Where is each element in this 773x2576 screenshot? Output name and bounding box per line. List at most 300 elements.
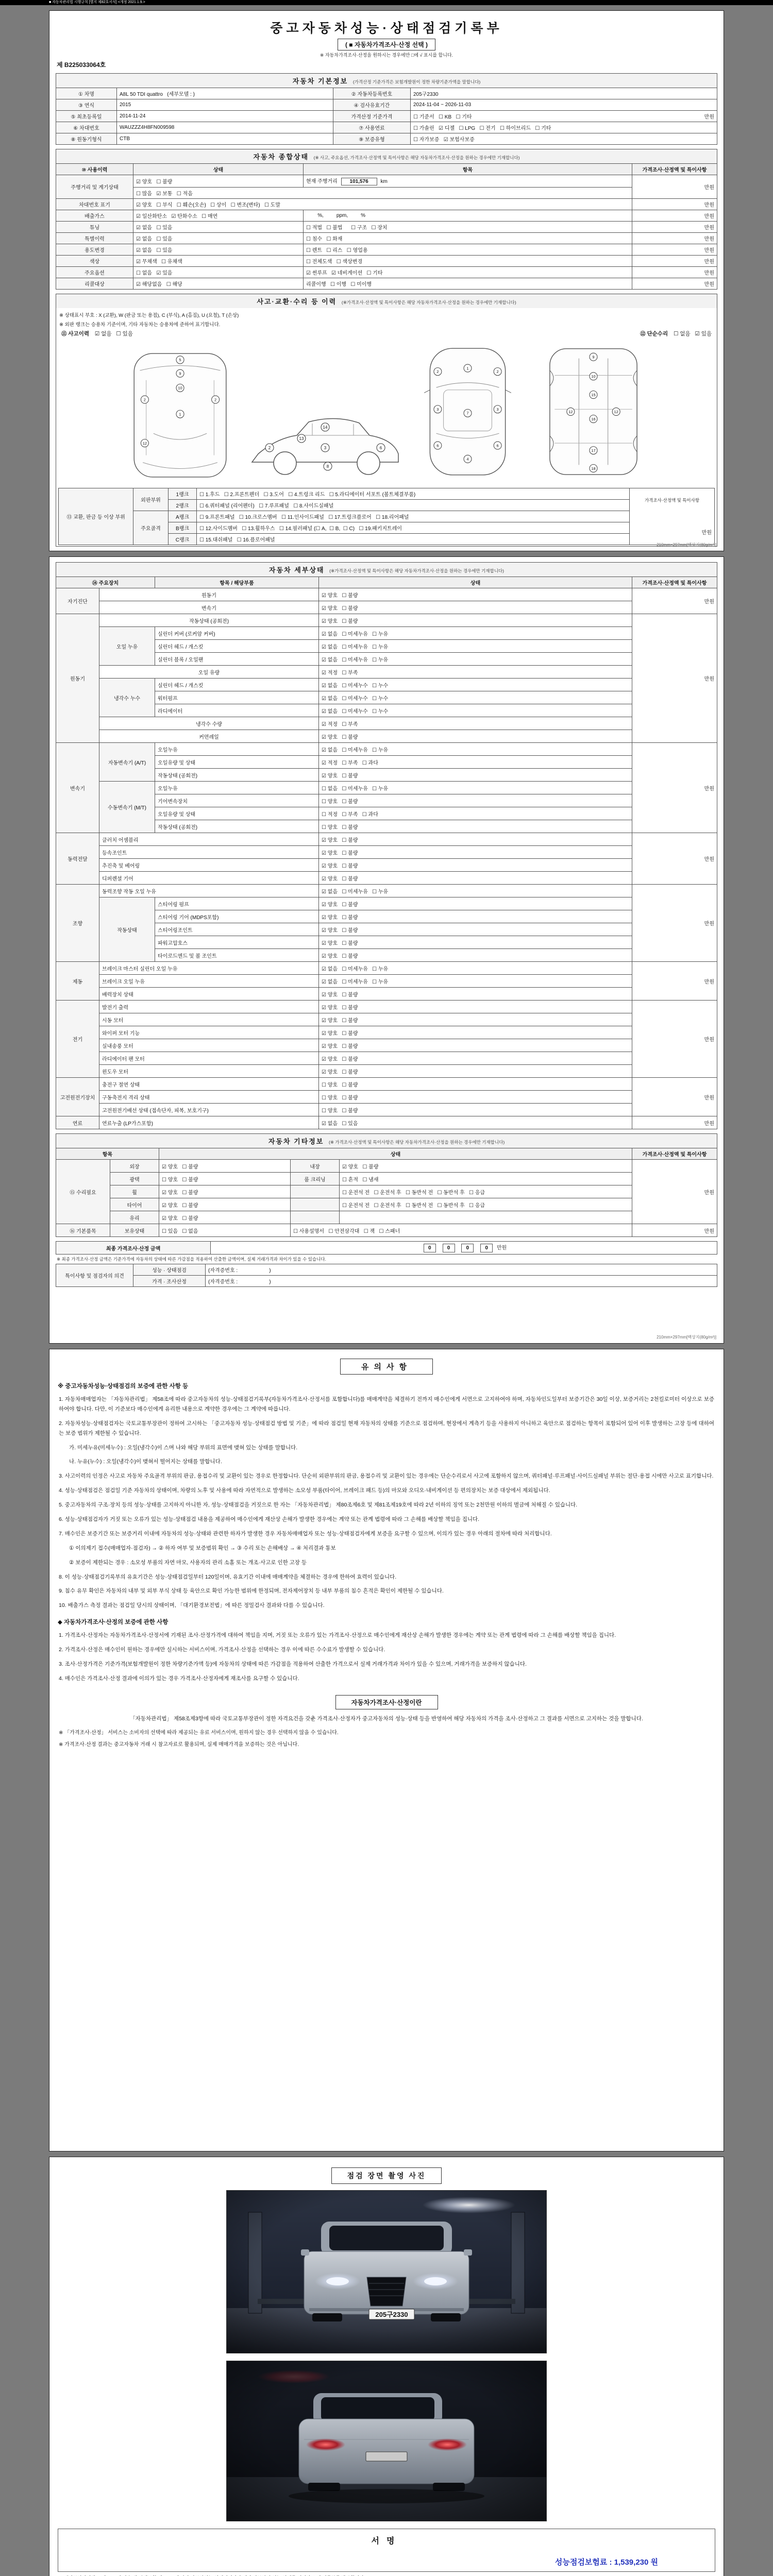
state-cell: ☑ 양호 ☐ 부식 ☐ 훼손(오손) ☐ 상이 ☐ 변조(변타) ☐ 도말	[133, 199, 632, 210]
state-cell: ☐ 운전석 전 ☐ 운전석 후 ☐ 동반석 전 ☐ 동반석 후 ☐ 응급	[340, 1185, 632, 1198]
state-cell: ☑ 양호 ☐ 불량	[319, 910, 632, 923]
state-cell: ☑ 무채색 ☐ 유채색	[133, 256, 304, 267]
field-label: 가격산정 기준가격	[333, 111, 411, 122]
section-detail	[56, 562, 717, 577]
item-cell: 오일유량 및 상태	[155, 756, 319, 769]
item-cell: 스티어링 기어 (MDPS포함)	[155, 910, 319, 923]
field-label: ⑧ 원동기형식	[56, 133, 117, 145]
state-cell: ☐ 양호 ☐ 불량	[319, 1091, 632, 1104]
mileage-label: 현재 주행거리	[306, 179, 338, 184]
header-cell: 상태	[159, 1148, 632, 1160]
group-cell: ⑮ 수리필요	[56, 1160, 110, 1224]
paper-size-note: 210mm×297mm[백상지(80g/m²)]	[657, 1335, 716, 1340]
item-cell: 추진축 및 베어링	[99, 859, 319, 872]
state-cell: ☐ 흔적 ☐ 냄새	[340, 1173, 632, 1185]
table-row	[56, 782, 717, 794]
price-cell: 만원	[632, 175, 717, 199]
table-row	[56, 627, 717, 640]
table-row	[56, 577, 717, 588]
price-cell: 만원	[632, 743, 717, 833]
price-cell: 만원	[632, 1116, 717, 1129]
state-cell: ☐ 있음 ☐ 없음	[159, 1224, 291, 1237]
item-cell: 기어변속장치	[155, 794, 319, 807]
section-basic-note: (가격산정 기준가격은 보험개발원이 정한 차량기준가액을 말합니다)	[352, 79, 481, 84]
state-cell: ☑ 양호 ☐ 불량	[319, 730, 632, 743]
state-cell: ☑ 양호 ☐ 불량	[319, 1013, 632, 1026]
state-cell: ☑ 양호 ☐ 불량	[319, 601, 632, 614]
item-cell: 실린더 블록 / 오일팬	[155, 653, 319, 666]
table-row	[56, 88, 717, 99]
item-cell: 유리	[110, 1211, 159, 1224]
base-price-unit: 만원	[704, 114, 714, 120]
section-etc-note: (※ 가격조사·산정액 및 특이사항은 해당 자동차가격조사·산정을 원하는 경우에만 기재합니다)	[329, 1140, 505, 1145]
table-row	[56, 923, 717, 936]
table-row	[56, 910, 717, 923]
state-cell: ☑ 없음 ☐ 미세누유 ☐ 누유	[319, 962, 632, 975]
table-row	[56, 730, 717, 743]
item-cell: 라디에이터	[155, 704, 319, 717]
state-cell: ☑ 양호 ☐ 불량	[319, 872, 632, 885]
opinion-row-value: (자격증번호 : )	[206, 1276, 717, 1287]
state-cell: ☑ 적정 ☐ 부족	[319, 717, 632, 730]
state-cell: ☑ 없음 ☐ 미세누유 ☐ 누유	[319, 743, 632, 756]
state-cell: ☑ 양호 ☐ 불량	[319, 833, 632, 846]
accident-body	[56, 308, 717, 547]
notice-title: 유의사항	[340, 1359, 433, 1375]
photo-rear-view	[226, 2361, 547, 2521]
table-row	[56, 256, 717, 267]
etc-table	[56, 1148, 717, 1237]
table-row	[56, 244, 717, 256]
state-cell: ☑ 일산화탄소 ☑ 탄화수소 ☐ 매연	[133, 210, 304, 222]
table-row	[56, 756, 717, 769]
final-price-label: 최종 가격조사·산정 금액	[56, 1242, 211, 1255]
photo-front-on-lift	[226, 2190, 547, 2353]
page-4-photos	[49, 2157, 724, 2576]
svg-text:12: 12	[613, 409, 618, 414]
page-1	[49, 10, 724, 551]
opinion-row-label: 성능 · 상태점검	[133, 1264, 206, 1276]
table-row	[56, 222, 717, 233]
state-cell: ☑ 양호 ☐ 불량	[319, 988, 632, 1001]
item-cell: 시동 모터	[99, 1013, 319, 1026]
notice-paragraph: 4. 매수인은 가격조사·산정 결과에 이의가 있는 경우 가격조사·산정자에게 재조사를 요구할 수 있습니다.	[59, 1675, 299, 1682]
group-cell: 원동기	[56, 614, 99, 743]
field-value: CTB	[117, 133, 333, 145]
state-cell: ☑ 없음 ☐ 있음	[133, 222, 304, 233]
svg-text:8: 8	[326, 464, 329, 469]
table-row	[56, 859, 717, 872]
row-label: 리콜대상	[56, 278, 133, 290]
state-cell: ☑ 양호 ☐ 불량	[319, 1001, 632, 1013]
table-row	[56, 666, 717, 679]
notice-paragraph: 3. 사고이력의 인정은 사고로 자동차 주요골격 부위의 판금, 용접수리 및 교환이 있는 경우로 한정합니다. 단순히 외판부위의 판금, 용접수리 및 교환이 있는 경우에는 단순수리로서 사고에 포함하지 않으며, 쿼터패널·루프패널·사이드실패널 부위는 절단·용접 시에만 사고로 표기합니다.	[59, 1473, 714, 1480]
notice-paragraph: 1. 자동차매매업자는 「자동차관리법」 제58조에 따라 중고자동차의 성능·상태점검기록부(자동차가격조사·산정서를 포함합니다)를 매매계약을 체결하기 전까지 매수인에게 서면으로 고지하여야 하며, 자동차인도일부터 보증기간은 30일 이상, 보증거리는 2천킬로미터 이상으로 보증하여야 합니다. 다만, 이 기준보다 매수인에게 유리한 내용으로 계약한 경우에는 그 계약에 따릅니다.	[59, 1396, 714, 1412]
opinion-row-value: (자격증번호 : )	[206, 1264, 717, 1276]
extra-cell: ☑ 썬루프 ☑ 네비게이션 ☐ 기타	[304, 267, 632, 278]
state-cell: ☑ 없음 ☐ 미세누유 ☐ 누유	[319, 627, 632, 640]
sub-cell: 수동변속기 (M/T)	[99, 782, 155, 833]
group-cell: 주요골격	[133, 511, 169, 545]
svg-text:6: 6	[379, 446, 382, 450]
table-row	[56, 846, 717, 859]
table-row	[56, 885, 717, 897]
item-cell: 타이어	[110, 1198, 159, 1211]
insurance-fee-label: 성능점검보험료 :	[554, 2558, 612, 2567]
insurance-fee-amount: 1,539,230 원	[614, 2558, 658, 2567]
field-value	[411, 111, 717, 122]
field-label: ⑨ 보증유형	[333, 133, 411, 145]
header-cell: 항목	[304, 164, 632, 175]
table-row	[56, 1116, 717, 1129]
item-cell: 오일누유	[155, 743, 319, 756]
section-etc-title: 자동차 기타정보	[268, 1138, 324, 1145]
item-cell: 디퍼렌셜 기어	[99, 872, 319, 885]
item-cell: 클러치 어셈블리	[99, 833, 319, 846]
parts-cell: ☐ 9.프론트패널 ☐ 10.크로스멤버 ☐ 11.인사이드패널 ☐ 17.트렁크플로어 ☐ 18.리어패널	[197, 511, 630, 522]
item-cell: 실린더 헤드 / 개스킷	[155, 640, 319, 653]
section-overall-note: (※ 사고, 주요옵션, 가격조사·산정액 및 특이사항은 해당 자동차가격조사·산정을 원하는 경우에만 기재합니다)	[313, 155, 520, 160]
notice-paragraph: 8. 이 성능·상태점검기록부의 유효기간은 성능·상태점검일부터 120일이며, 유효기간 이내에 매매계약을 체결하는 경우에 한하여 효력이 있습니다.	[59, 1573, 397, 1580]
page-3-notice	[49, 1349, 724, 2151]
section-accident	[56, 294, 717, 308]
svg-text:2: 2	[214, 397, 216, 402]
notice-footnote: ※ 가격조사·산정 결과는 중고자동차 거래 시 참고자료로 활용되며, 실제 매매가격을 보증하는 것은 아닙니다.	[59, 1741, 299, 1748]
state-cell: ☑ 없음 ☐ 있음	[133, 233, 304, 244]
group-cell: 연료	[56, 1116, 99, 1129]
svg-text:13: 13	[299, 436, 304, 441]
table-row	[56, 1026, 717, 1039]
table-row	[56, 679, 717, 691]
header-cell: 상태	[133, 164, 304, 175]
state-cell: ☑ 양호 ☐ 불량	[319, 769, 632, 782]
parts-cell: ☐ 12.사이드멤버 ☐ 13.휠하우스 ☐ 14.필러패널 (☐ A, ☐ B, ☐ C) ☐ 19.패키지트레이	[197, 522, 630, 534]
state-cell	[340, 1211, 632, 1224]
field-value: 2015	[117, 99, 333, 111]
state-cell: ☑ 없음 ☐ 미세누유 ☐ 누유	[319, 640, 632, 653]
section-overall-title: 자동차 종합상태	[253, 153, 309, 161]
doc-number: 제 B225033064호	[57, 61, 106, 69]
notice-paragraph: 2. 가격조사·산정은 매수인이 원하는 경우에만 실시하는 서비스이며, 가격조사·산정을 선택하는 경우 이에 따른 수수료가 발생할 수 있습니다.	[59, 1647, 385, 1653]
state-cell: ☐ 양호 ☐ 불량	[159, 1173, 291, 1185]
state-cell: ☑ 양호 ☐ 불량	[319, 923, 632, 936]
table-row	[56, 1173, 717, 1185]
svg-text:12: 12	[568, 409, 573, 414]
state-cell: ☑ 양호 ☐ 불량	[319, 614, 632, 627]
table-row	[56, 164, 717, 175]
field-label: ⑦ 사용연료	[333, 122, 411, 133]
table-row	[56, 99, 717, 111]
notice-paragraph: 5. 중고자동차의 구조·장치 등의 성능·상태를 고지하지 아니한 자, 성능·상태점검을 거짓으로 한 자는 「자동차관리법」 제80조제6호 및 제81조제19호에 따라 2년 이하의 징역 또는 2천만원 이하의 벌금에 처해질 수 있습니다.	[59, 1502, 578, 1509]
field-label: ④ 검사유효기간	[333, 99, 411, 111]
section-accident-note: (※가격조사·산정액 및 특이사항은 해당 자동차가격조사·산정을 원하는 경우에만 기재합니다)	[341, 300, 516, 305]
state-cell: ☐ 운전석 전 ☐ 운전석 후 ☐ 동반석 전 ☐ 동반석 후 ☐ 응급	[340, 1198, 632, 1211]
state-cell: ☑ 적정 ☐ 부족	[319, 666, 632, 679]
row-label: 색상	[56, 256, 133, 267]
price-unit: 만원	[496, 1245, 507, 1251]
car-diagram-side	[248, 406, 402, 484]
item-cell: 휠	[110, 1185, 159, 1198]
price-cell	[630, 488, 715, 545]
table-row	[56, 614, 717, 627]
table-row	[56, 188, 717, 199]
basic-info-table	[56, 88, 717, 145]
car-diagram-underbody	[533, 340, 654, 484]
svg-text:7: 7	[466, 411, 469, 416]
state-cell: ☐ 양호 ☐ 불량	[319, 1078, 632, 1091]
field-value: 2024-11-04 ~ 2026-11-03	[411, 99, 717, 111]
price-cell: 만원	[632, 833, 717, 885]
state-cell: ☑ 양호 ☐ 불량	[319, 949, 632, 962]
row-label: 주요옵션	[56, 267, 133, 278]
state-cell: ☑ 양호 ☐ 불량	[159, 1185, 291, 1198]
svg-text:12: 12	[142, 440, 147, 446]
rank-cell: 1랭크	[169, 488, 197, 500]
price-cell: 만원	[632, 210, 717, 222]
field-value: ☐ 가솔린 ☑ 디젤 ☐ LPG ☐ 전기 ☐ 하이브리드 ☐ 기타	[411, 122, 717, 133]
notice-paragraph: 3. 조사·산정가격은 기준가격(보험개발원이 정한 차량기준가액 등)에 자동차의 상태에 따른 가감점을 적용하여 산출한 가격으로서 실제 거래가격과 차이가 있을 수 있으며, 거래가격을 보증하지 않습니다.	[59, 1661, 527, 1668]
extra-cell: ☐ 적법 ☐ 불법 ☐ 구조 ☐ 장치	[304, 222, 632, 233]
table-row	[56, 717, 717, 730]
field-value: A8L 50 TDI quattro (세부모델 : )	[117, 88, 333, 99]
state-cell: ☑ 적정 ☐ 부족 ☐ 과다	[319, 756, 632, 769]
doc-title: 중고자동차성능·상태점검기록부	[270, 21, 503, 36]
section-detail-note: (※가격조사·산정액 및 특이사항은 해당 자동차가격조사·산정을 원하는 경우에만 기재합니다)	[329, 568, 504, 573]
table-row	[56, 975, 717, 988]
table-row	[56, 1264, 717, 1276]
row-label: 차대번호 표기	[56, 199, 133, 210]
price-definition-text: 「자동차관리법」 제58조제3항에 따라 국토교통부장관이 정한 자격요건을 갖춘 가격조사·산정자가 중고자동차의 성능·상태 등을 반영하여 해당 자동차의 가격을 조사·산정하고 그 결과를 서면으로 고지하는 것을 말합니다.	[130, 1715, 643, 1722]
svg-text:16: 16	[591, 416, 596, 421]
base-price-options: ☐ 기준서 ☐ KB ☐ 기타	[413, 114, 472, 120]
table-row	[56, 1242, 717, 1255]
simple-repair-value: ☐ 없음 ☑ 있음	[674, 331, 712, 337]
item-cell: 연료누출 (LP가스포함)	[99, 1116, 319, 1129]
svg-text:3: 3	[436, 407, 439, 412]
item-cell: 내장	[291, 1160, 340, 1173]
state-cell: ☑ 없음 ☐ 미세누수 ☐ 누수	[319, 704, 632, 717]
table-row	[56, 1013, 717, 1026]
extra-cell: %, ppm, %	[304, 210, 632, 222]
parts-label: ⑬ 교환, 판금 등 이상 부위	[59, 488, 133, 545]
car-diagram-front-clip	[120, 340, 241, 484]
notice-paragraph: 6. 성능·상태점검자가 거짓 또는 오류가 있는 성능·상태점검 내용을 제공하여 매수인에게 재산상 손해가 발생한 경우에는 계약 또는 관계 법령에 따라 그 손해를 배상할 책임을 집니다.	[59, 1516, 480, 1523]
group-cell: 전기	[56, 1001, 99, 1078]
price-cell: 만원	[632, 962, 717, 1001]
state-cell: ☑ 없음 ☐ 미세누수 ☐ 누수	[319, 691, 632, 704]
state-cell: ☐ 양호 ☐ 불량	[319, 820, 632, 833]
field-value: 2014-11-24	[117, 111, 333, 122]
price-definition-box-wrap	[56, 1695, 717, 1709]
table-row	[56, 133, 717, 145]
field-value: WAUZZZ4H8FN009598	[117, 122, 333, 133]
notice-section-2-title: ◆ 자동차가격조사·산정의 보증에 관한 사항	[58, 1619, 169, 1626]
mileage-cell	[304, 175, 632, 188]
page-2	[49, 556, 724, 1344]
item-cell: 커먼레일	[99, 730, 319, 743]
svg-text:3: 3	[496, 407, 499, 412]
table-row	[56, 175, 717, 188]
field-value: ☐ 자가보증 ☑ 보험사보증	[411, 133, 717, 145]
table-row	[56, 833, 717, 846]
header-cell: ⑭ 주요장치	[56, 577, 155, 588]
price-cell: 만원	[632, 588, 717, 614]
price-cell: 만원	[632, 199, 717, 210]
detail-table	[56, 577, 717, 1129]
section-basic-info	[56, 73, 717, 88]
price-cell: 만원	[632, 885, 717, 962]
table-row	[56, 1160, 717, 1173]
item-cell: 광택	[110, 1173, 159, 1185]
price-cell: 만원	[632, 1001, 717, 1078]
notice-paragraph: 4. 성능·상태점검은 점검일 기준 자동차의 상태이며, 차량의 노후 및 사용에 따라 자연적으로 발생하는 소모성 부품(타이어, 브레이크 패드 등)의 마모와 오디오·내비게이션 등 편의장치는 보증 대상에서 제외됩니다.	[59, 1487, 550, 1494]
accident-parts-table	[58, 488, 715, 545]
field-value: 205구2330	[411, 88, 717, 99]
insurance-fee	[555, 2556, 658, 2567]
extra-cell: 리콜이행 ☐ 이행 ☐ 미이행	[304, 278, 632, 290]
table-row	[56, 233, 717, 244]
final-price-table	[56, 1241, 717, 1255]
svg-text:9: 9	[178, 371, 181, 376]
extra-cell: ☐ 전체도색 ☐ 색상변경	[304, 256, 632, 267]
svg-text:2: 2	[268, 446, 271, 450]
item-cell: 오일누유	[155, 782, 319, 794]
table-row	[56, 820, 717, 833]
table-row	[56, 210, 717, 222]
item-cell: 원동기	[99, 588, 319, 601]
row-label: 특별이력	[56, 233, 133, 244]
item-cell: 타이로드엔드 및 볼 조인트	[155, 949, 319, 962]
table-row	[59, 511, 715, 522]
item-cell: 보유상태	[110, 1224, 159, 1237]
table-row	[56, 1224, 717, 1237]
item-cell: 룸 크리닝	[291, 1173, 340, 1185]
header-cell: 가격조사·산정액 및 특이사항	[632, 164, 717, 175]
price-cell: 만원	[632, 256, 717, 267]
price-definition-box-title: 자동차가격조사·산정이란	[335, 1695, 438, 1709]
svg-text:10: 10	[591, 374, 596, 379]
item-cell: 윈도우 모터	[99, 1065, 319, 1078]
table-row	[56, 199, 717, 210]
price-select-box: ( ■ 자동차가격조사·산정 선택 )	[338, 39, 435, 50]
table-row	[56, 872, 717, 885]
state-cell: ☐ 없음 ☐ 미세누유 ☐ 누유	[319, 782, 632, 794]
state-cell: ☑ 양호 ☐ 불량	[133, 175, 304, 188]
notice-paragraph: 10. 배출가스 측정 결과는 점검일 당시의 상태이며, 「대기환경보전법」에 따른 정밀검사 결과와 다를 수 있습니다.	[59, 1602, 325, 1609]
header-cell: ⑩ 사용이력	[56, 164, 133, 175]
svg-text:17: 17	[591, 448, 596, 453]
opinion-row-label: 가격 · 조사산정	[133, 1276, 206, 1287]
price-select-wrap	[56, 39, 717, 50]
state-cell: ☑ 양호 ☐ 불량	[319, 588, 632, 601]
table-row	[56, 267, 717, 278]
section-overall	[56, 149, 717, 163]
item-cell: 냉각수 수량	[99, 717, 319, 730]
final-price-value	[211, 1242, 717, 1255]
item-cell: 오일유량 및 상태	[155, 807, 319, 820]
state-cell: ☑ 양호 ☐ 불량	[319, 1039, 632, 1052]
table-row	[56, 1185, 717, 1198]
group-cell: 고전원전기장치	[56, 1078, 99, 1116]
table-row	[56, 111, 717, 122]
price-cell: 만원	[632, 1078, 717, 1116]
price-value: 만원	[701, 530, 712, 536]
price-cell: 만원	[632, 278, 717, 290]
field-label: ⑤ 최초등록일	[56, 111, 117, 122]
sub-cell: 냉각수 누수	[99, 679, 155, 717]
simple-repair-label: ⑫ 단순수리	[640, 331, 668, 337]
table-row	[56, 1052, 717, 1065]
table-row	[56, 1211, 717, 1224]
item-cell: 실린더 커버 (로커암 커버)	[155, 627, 319, 640]
row-label: 주행거리 및 계기상태	[56, 175, 133, 199]
form-reference-bar	[0, 0, 773, 5]
svg-text:1: 1	[178, 412, 181, 417]
header-cell: 가격조사·산정액 및 특이사항	[632, 1148, 717, 1160]
svg-text:2: 2	[496, 369, 499, 374]
state-cell: ☑ 양호 ☐ 불량	[319, 1052, 632, 1065]
svg-text:1: 1	[466, 366, 469, 371]
overall-table	[56, 163, 717, 290]
svg-text:5: 5	[178, 358, 181, 363]
price-cell: 만원	[632, 233, 717, 244]
sub-cell: 오일 누유	[99, 627, 155, 666]
table-row	[56, 704, 717, 717]
state-cell: ☑ 없음 ☐ 미세누유 ☐ 누유	[319, 885, 632, 897]
notice-paragraph: ① 이의제기 접수(매매업자·점검자) → ② 하자 여부 및 보증범위 확인 → ③ 수리 또는 손해배상 → ④ 처리결과 통보	[69, 1545, 336, 1551]
mileage-unit: km	[380, 179, 388, 184]
signature-box	[58, 2529, 715, 2572]
car-diagram-top	[410, 340, 526, 484]
table-row	[56, 122, 717, 133]
extra-cell: ☐ 렌트 ☐ 리스 ☐ 영업용	[304, 244, 632, 256]
item-cell: 작동상태 (공회전)	[155, 820, 319, 833]
rank-cell: B랭크	[169, 522, 197, 534]
item-cell	[291, 1185, 340, 1198]
item-cell: 워터펌프	[155, 691, 319, 704]
price-header: 가격조사·산정액 및 특이사항	[644, 498, 700, 503]
opinion-table	[56, 1264, 717, 1287]
price-cell: 만원	[632, 244, 717, 256]
table-row	[56, 1276, 717, 1287]
item-cell: 동력조향 작동 오일 누유	[99, 885, 319, 897]
price-cell: 만원	[632, 1224, 717, 1237]
table-row	[56, 653, 717, 666]
item-cell: 외장	[110, 1160, 159, 1173]
price-digit: 0	[461, 1244, 474, 1252]
notice-footnote: ※ 「가격조사·산정」 서비스는 소비자의 선택에 따라 제공되는 유료 서비스이며, 원하지 않는 경우 선택하지 않을 수 있습니다.	[59, 1730, 339, 1736]
group-cell: 외판부위	[133, 488, 169, 511]
rank-cell: C랭크	[169, 534, 197, 545]
svg-text:18: 18	[591, 466, 596, 471]
field-label: ⑥ 차대번호	[56, 122, 117, 133]
notice-paragraph: 1. 가격조사·산정자는 자동차가격조사·산정서에 기재된 조사·산정가격에 대하여 책임을 지며, 거짓 또는 오류가 있는 가격조사·산정으로 매수인에게 재산상 손해가 발생한 경우에는 계약 또는 관계 법령에 따라 그 손해를 배상할 책임을 집니다.	[59, 1632, 616, 1639]
header-cell: 가격조사·산정액 및 특이사항	[632, 577, 717, 588]
svg-text:9: 9	[592, 354, 595, 360]
state-cell: ☐ 많음 ☑ 보통 ☐ 적음	[133, 188, 632, 199]
table-row	[56, 1078, 717, 1091]
item-cell: 파워고압호스	[155, 936, 319, 949]
table-row	[56, 1091, 717, 1104]
item-cell: 실린더 헤드 / 개스킷	[155, 679, 319, 691]
parts-cell: ☐ 1.후드 ☐ 2.프론트펜더 ☐ 3.도어 ☐ 4.트렁크 리드 ☐ 5.라디에이터 서포트 (볼트체결부품)	[197, 488, 630, 500]
notice-paragraph: 가. 미세누유(미세누수) : 오일(냉각수)이 스며 나와 해당 부위의 표면에 맺혀 있는 상태를 말합니다.	[69, 1444, 298, 1451]
section-accident-title: 사고·교환·수리 등 이력	[257, 298, 337, 306]
notice-paragraph: 7. 매수인은 보증기간 또는 보증거리 이내에 자동차의 성능·상태와 관련한 하자가 발생한 경우 자동차매매업자 또는 성능·상태점검자에게 보증을 요구할 수 있으며, 이의가 있는 경우 아래의 절차에 따라 처리합니다.	[59, 1530, 552, 1537]
paper-size-note: 210mm×297mm[백상지(80g/m²)]	[657, 543, 716, 547]
item-cell: 와이퍼 모터 기능	[99, 1026, 319, 1039]
state-cell: ☑ 양호 ☐ 불량	[159, 1198, 291, 1211]
